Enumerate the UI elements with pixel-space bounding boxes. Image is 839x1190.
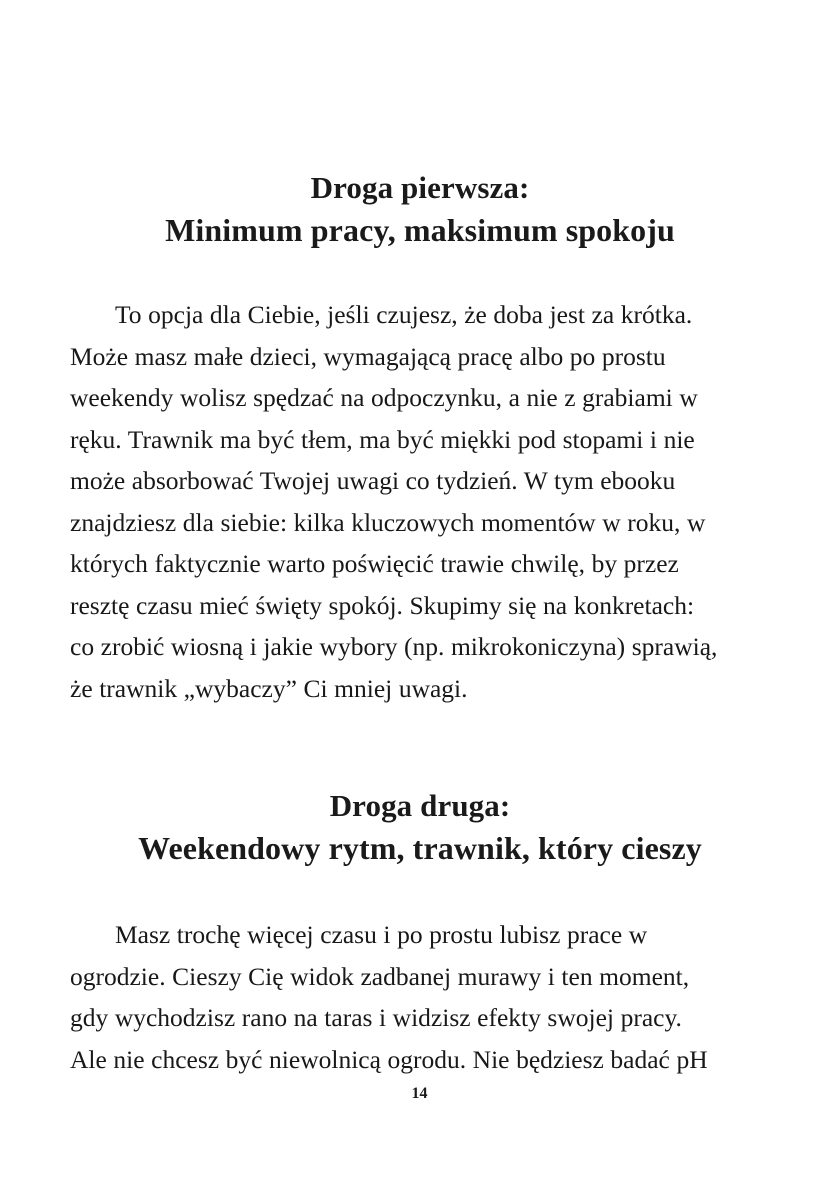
paragraph-1-line-1: To opcja dla Ciebie, jeśli czujesz, że doba jest za krótka. — [115, 300, 693, 329]
body-paragraph-1 — [70, 294, 770, 709]
section-heading-1 — [70, 166, 770, 252]
section-heading-1-line-1: Droga pierwsza: — [310, 170, 530, 205]
paragraph-1-line-3: weekendy wolisz spędzać na odpoczynku, a nie z grabiami w — [70, 383, 698, 412]
paragraph-1-line-7: których faktycznie warto poświęcić trawie chwilę, by przez — [70, 549, 679, 578]
section-heading-2 — [70, 784, 770, 870]
section-heading-1-line-2: Minimum pracy, maksimum spokoju — [165, 212, 675, 248]
paragraph-1-line-2: Może masz małe dzieci, wymagającą pracę albo po prostu — [70, 341, 666, 371]
paragraph-1-line-8: resztę czasu mieć święty spokój. Skupimy się na konkretach: — [70, 590, 695, 620]
paragraph-1-line-10: że trawnik „wybaczy” Ci mniej uwagi. — [70, 673, 468, 703]
paragraph-1-line-9: co zrobić wiosną i jakie wybory (np. mikrokoniczyna) sprawią, — [70, 632, 718, 661]
body-paragraph-2 — [70, 914, 770, 1080]
paragraph-1-line-4: ręku. Trawnik ma być tłem, ma być miękki pod stopami i nie — [70, 424, 695, 454]
page-content — [70, 0, 770, 1106]
paragraph-2-line-4: Ale nie chcesz być niewolnicą ogrodu. Nie będziesz badać pH — [70, 1044, 708, 1074]
section-heading-2-line-1: Droga druga: — [329, 788, 511, 823]
paragraph-2-line-3: gdy wychodzisz rano na taras i widzisz efekty swojej pracy. — [70, 1003, 682, 1032]
page-number: 14 — [411, 1085, 428, 1102]
paragraph-1-line-5: może absorbować Twojej uwagi co tydzień. W tym ebooku — [70, 466, 676, 495]
section-heading-2-line-2: Weekendowy rytm, trawnik, który cieszy — [138, 830, 702, 866]
paragraph-1-line-6: znajdziesz dla siebie: kilka kluczowych momentów w roku, w — [70, 507, 706, 537]
paragraph-2-line-2: ogrodzie. Cieszy Cię widok zadbanej murawy i ten moment, — [70, 961, 690, 991]
paragraph-2-line-1: Masz trochę więcej czasu i po prostu lubisz prace w — [115, 920, 648, 949]
